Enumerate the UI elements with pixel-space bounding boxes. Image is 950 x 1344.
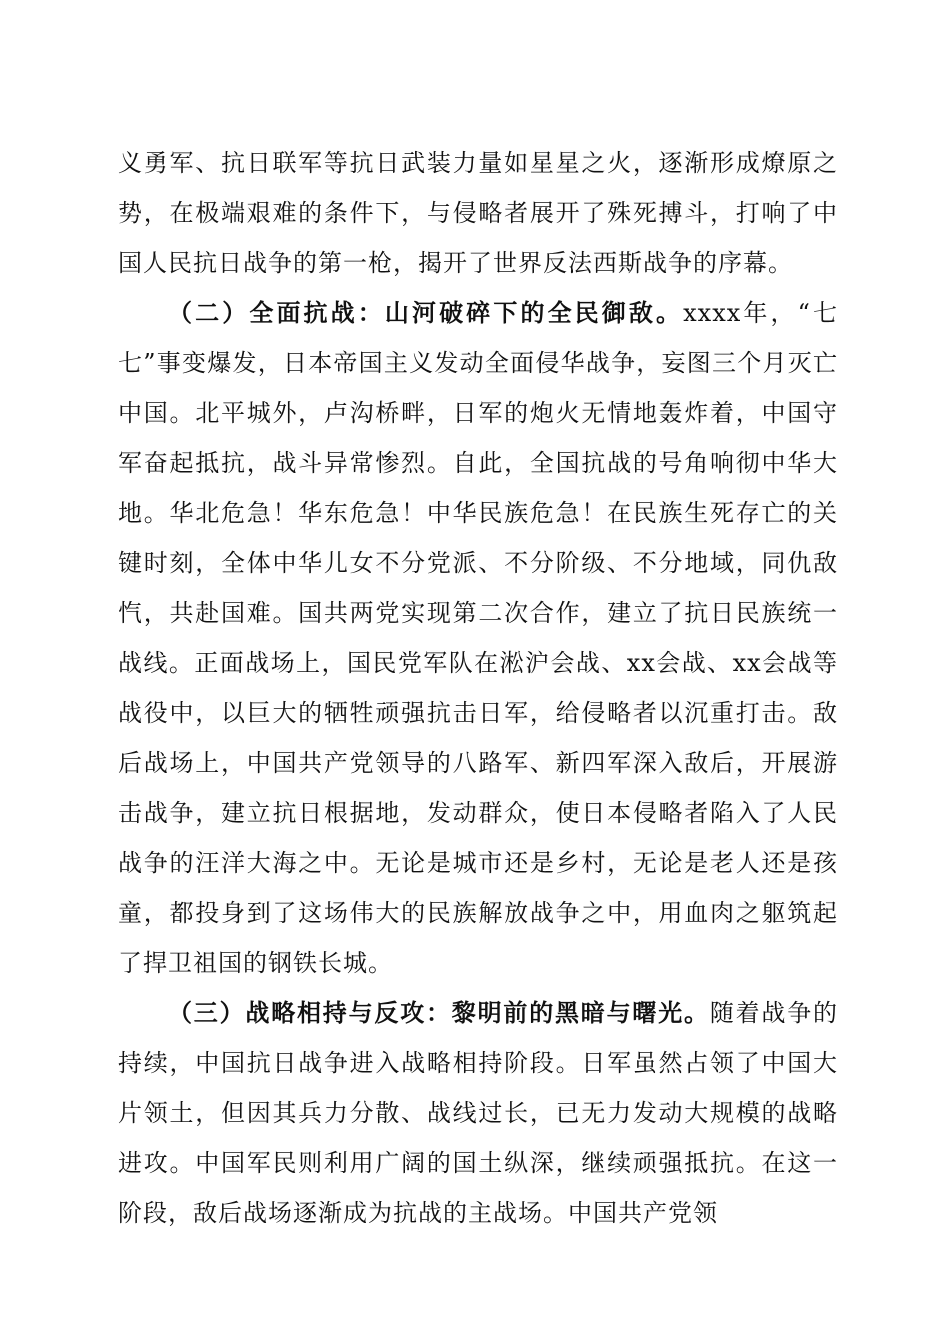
paragraph-1-text: 义勇军、抗日联军等抗日武装力量如星星之火，逐渐形成燎原之势，在极端艰难的条件下，与侵略者展开了殊死搏斗，打响了中国人民抗日战争的第一枪，揭开了世界反法西斯战争的序幕。 <box>118 149 838 277</box>
section-heading-3: （三）战略相持与反攻：黎明前的黑暗与曙光。 <box>168 998 710 1027</box>
paragraph-2 <box>118 288 838 988</box>
section-heading-2: （二）全面抗战：山河破碎下的全民御敌。 <box>168 298 684 327</box>
document-body <box>118 138 838 1238</box>
paragraph-3 <box>118 988 838 1238</box>
paragraph-3-text: 随着战争的持续，中国抗日战争进入战略相持阶段。日军虽然占领了中国大片领土，但因其兵力分散、战线过长，已无力发动大规模的战略进攻。中国军民则利用广阔的国土纵深，继续顽强抵抗。在这一阶段，敌后战场逐渐成为抗战的主战场。中国共产党领 <box>118 999 839 1227</box>
paragraph-1 <box>118 138 838 288</box>
paragraph-2-text: xxxx年，“七七”事变爆发，日本帝国主义发动全面侵华战争，妄图三个月灭亡中国。北平城外，卢沟桥畔，日军的炮火无情地轰炸着，中国守军奋起抵抗，战斗异常惨烈。自此，全国抗战的号角响彻中华大地。华北危急！华东危急！中华民族危急！在民族生死存亡的关键时刻，全体中华儿女不分党派、不分阶级、不分地域，同仇敌忾，共赴国难。国共两党实现第二次合作，建立了抗日民族统一战线。正面战场上，国民党军队在淞沪会战、xx会战、xx会战等战役中，以巨大的牺牲顽强抗击日军，给侵略者以沉重打击。敌后战场上，中国共产党领导的八路军、新四军深入敌后，开展游击战争，建立抗日根据地，发动群众，使日本侵略者陷入了人民战争的汪洋大海之中。无论是城市还是乡村，无论是老人还是孩童，都投身到了这场伟大的民族解放战争之中，用血肉之躯筑起了捍卫祖国的钢铁长城。 <box>118 299 838 977</box>
